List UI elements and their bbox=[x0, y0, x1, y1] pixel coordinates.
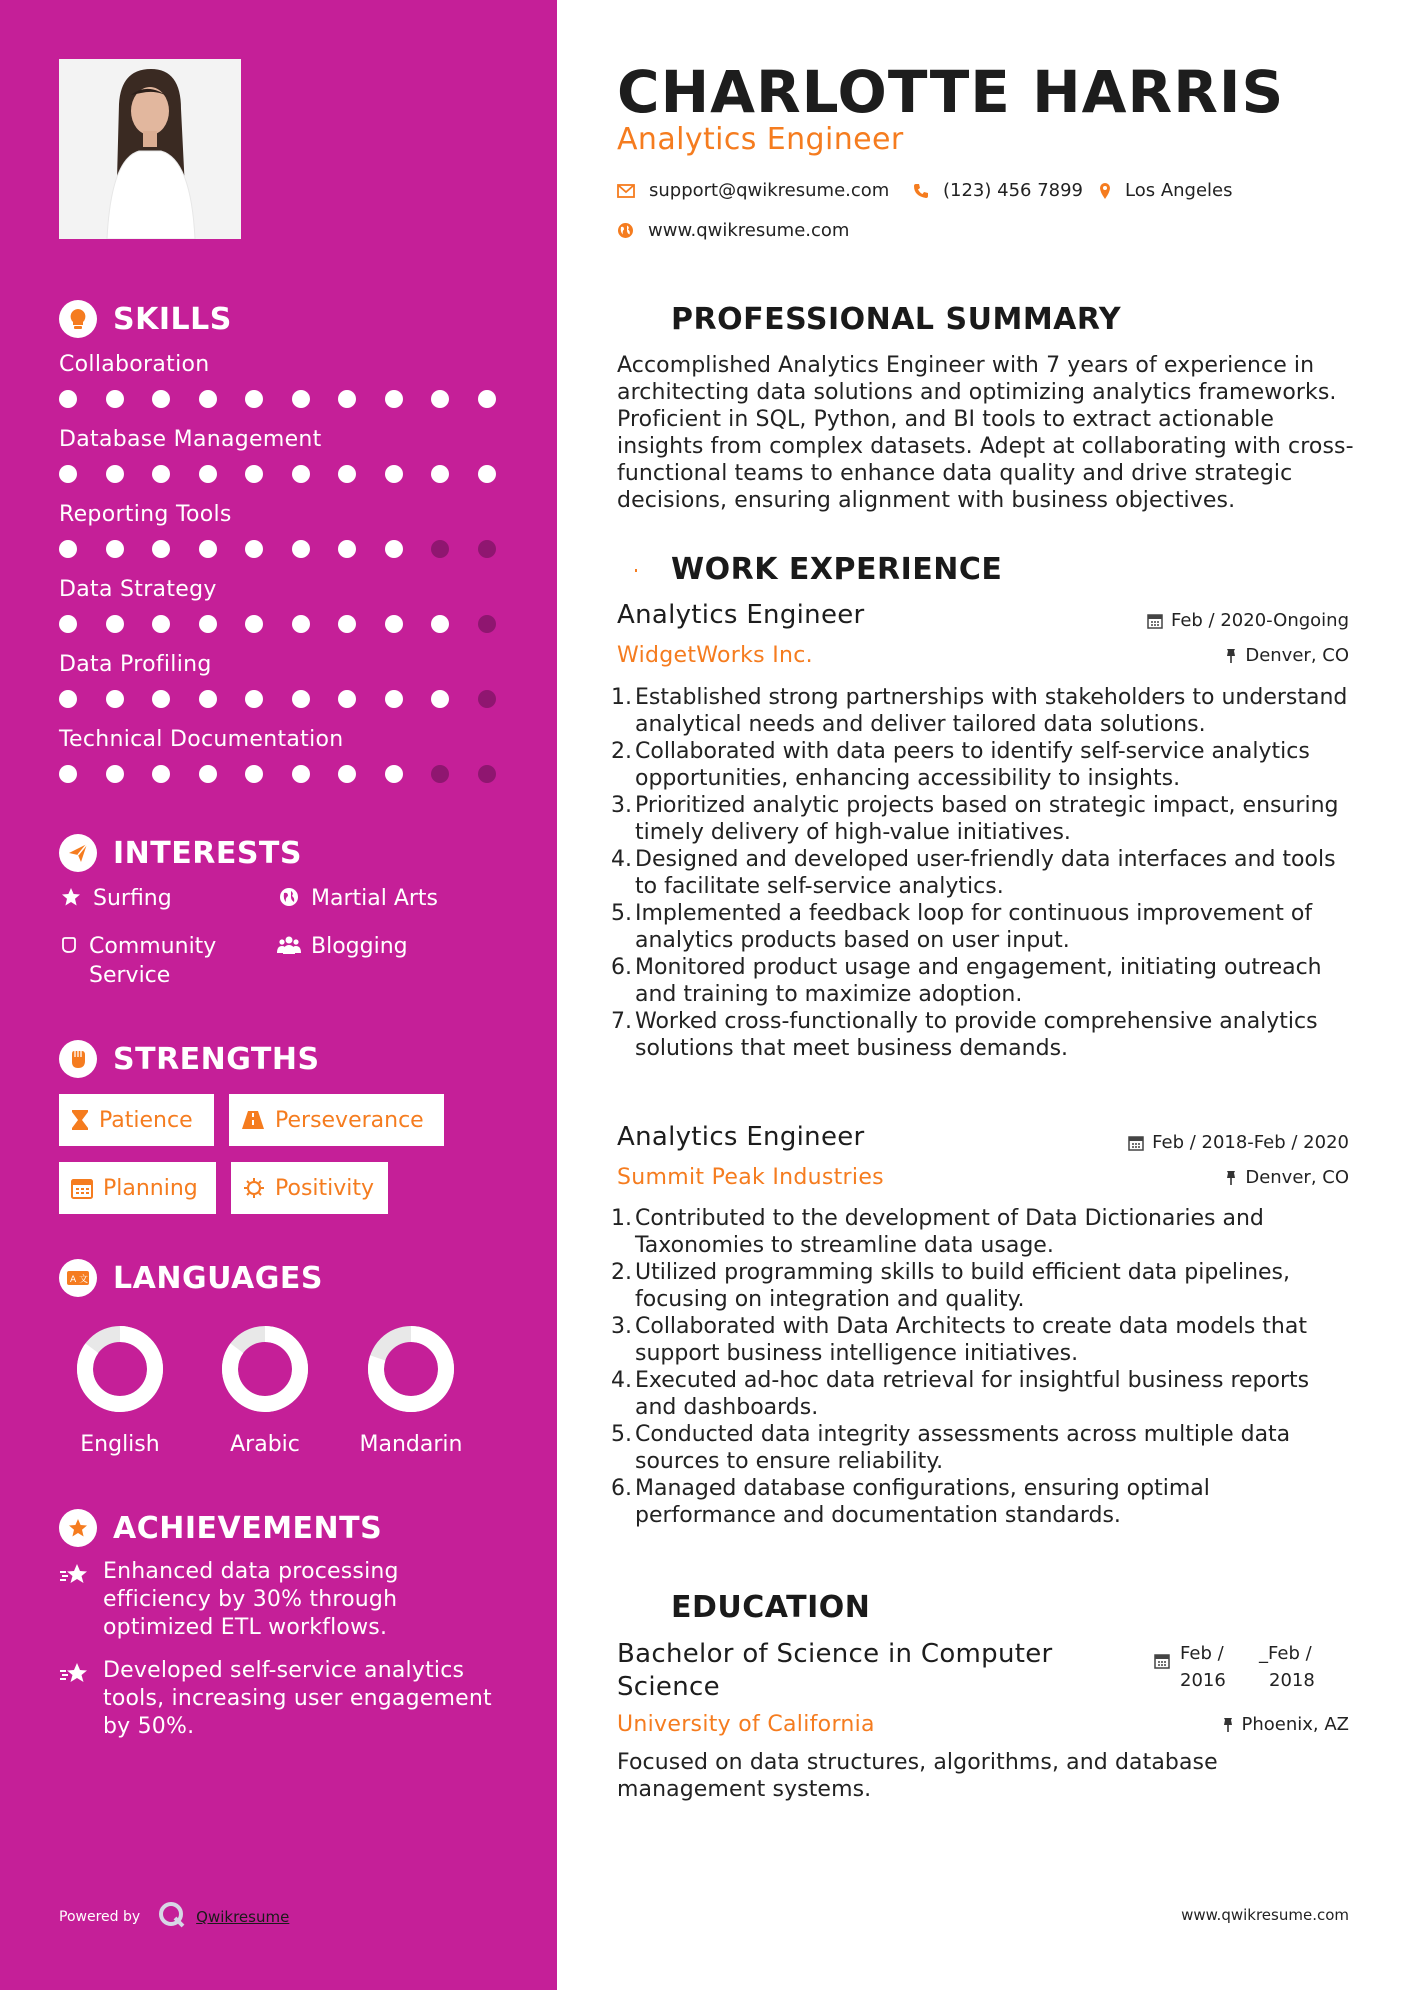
strength-label: Positivity bbox=[275, 1175, 375, 1201]
job-location bbox=[1225, 1167, 1349, 1188]
summary-heading bbox=[617, 300, 1121, 338]
skill-dot bbox=[152, 615, 170, 633]
language-ring bbox=[220, 1324, 310, 1414]
strength-badge bbox=[231, 1162, 388, 1214]
skill-dot bbox=[385, 390, 403, 408]
skill-dot bbox=[152, 540, 170, 558]
globe-icon bbox=[277, 884, 301, 907]
star-badge-icon bbox=[59, 1657, 91, 1691]
skill-dot bbox=[106, 615, 124, 633]
responsibility-item bbox=[611, 900, 1357, 954]
job-company: Summit Peak Industries bbox=[617, 1165, 884, 1190]
skill-dot bbox=[431, 765, 449, 783]
skill-dot bbox=[59, 390, 77, 408]
job-dates bbox=[1147, 610, 1349, 631]
responsibility-text: Collaborated with Data Architects to create data models that support business intelligence initiatives. bbox=[635, 1314, 1307, 1366]
achievement-item bbox=[59, 1657, 499, 1741]
skill-dot bbox=[385, 615, 403, 633]
skill-dot bbox=[245, 540, 263, 558]
skill-name: Data Profiling bbox=[59, 652, 212, 677]
phone-text: (123) 456 7899 bbox=[943, 180, 1084, 201]
powered-by-label: Powered by bbox=[59, 1909, 141, 1925]
edu-start-year: 2016 bbox=[1180, 1670, 1226, 1691]
website-text: www.qwikresume.com bbox=[648, 220, 850, 241]
experience-title: WORK EXPERIENCE bbox=[671, 551, 1003, 587]
responsibility-item bbox=[611, 738, 1357, 792]
interest-item bbox=[277, 884, 438, 913]
road-icon bbox=[241, 1110, 265, 1130]
responsibility-text: Designed and developed user-friendly data interfaces and tools to facilitate self-service analytics. bbox=[635, 847, 1336, 899]
skill-rating bbox=[59, 465, 524, 483]
degree-line: Bachelor of Science in Computer bbox=[617, 1639, 1053, 1669]
job-location-text: Denver, CO bbox=[1245, 645, 1349, 666]
contact-location bbox=[1099, 180, 1233, 201]
interests-title: INTERESTS bbox=[113, 835, 302, 871]
star-badge-icon bbox=[59, 1558, 91, 1592]
item-number: 5. bbox=[611, 1422, 632, 1447]
summary-title: PROFESSIONAL SUMMARY bbox=[671, 301, 1122, 337]
responsibility-item bbox=[611, 1367, 1357, 1421]
profile-photo bbox=[59, 59, 241, 239]
experience-heading bbox=[617, 550, 1002, 588]
svg-text:文: 文 bbox=[79, 1275, 89, 1285]
skills-title: SKILLS bbox=[113, 301, 232, 337]
skill-dot bbox=[245, 765, 263, 783]
interest-label: Blogging bbox=[311, 934, 408, 959]
degree-title bbox=[617, 1638, 1053, 1704]
hourglass-icon bbox=[71, 1109, 89, 1131]
achievement-item bbox=[59, 1558, 499, 1642]
responsibility-text: Managed database configurations, ensuring optimal performance and documentation standards. bbox=[635, 1476, 1210, 1528]
skill-dot bbox=[106, 390, 124, 408]
strength-badge bbox=[59, 1094, 214, 1146]
lightbulb-icon bbox=[59, 300, 97, 338]
languages-heading bbox=[59, 1259, 323, 1297]
languages-title: LANGUAGES bbox=[113, 1260, 323, 1296]
item-number: 1. bbox=[611, 1206, 632, 1231]
contact-website[interactable] bbox=[617, 220, 849, 241]
degree-line: Science bbox=[617, 1672, 720, 1702]
skill-dot bbox=[431, 615, 449, 633]
skill-dot bbox=[59, 540, 77, 558]
skill-name: Collaboration bbox=[59, 352, 210, 377]
responsibility-text: Worked cross-functionally to provide comprehensive analytics solutions that meet business demands. bbox=[635, 1009, 1318, 1061]
skill-dot bbox=[152, 765, 170, 783]
responsibility-text: Utilized programming skills to build efficient data pipelines, focusing on integration and quality. bbox=[635, 1260, 1291, 1312]
skill-rating bbox=[59, 690, 524, 708]
interest-label: Community Service bbox=[89, 934, 217, 988]
qwikresume-link[interactable]: Qwikresume bbox=[196, 1908, 290, 1926]
responsibility-text: Monitored product usage and engagement, initiating outreach and training to maximize adoption. bbox=[635, 955, 1322, 1007]
interest-item bbox=[59, 884, 172, 913]
skill-dot bbox=[152, 390, 170, 408]
responsibility-item bbox=[611, 1008, 1357, 1062]
strength-label: Patience bbox=[99, 1107, 193, 1133]
responsibility-text: Conducted data integrity assessments across multiple data sources to ensure reliability. bbox=[635, 1422, 1291, 1474]
skill-dot bbox=[106, 540, 124, 558]
achievement-text: Enhanced data processing efficiency by 30% through optimized ETL workflows. bbox=[103, 1559, 399, 1640]
item-number: 6. bbox=[611, 1476, 632, 1501]
skill-dot bbox=[292, 465, 310, 483]
item-number: 3. bbox=[611, 1314, 632, 1339]
job-dates bbox=[1128, 1132, 1349, 1153]
education-location-text: Phoenix, AZ bbox=[1241, 1714, 1349, 1735]
skill-dot bbox=[292, 690, 310, 708]
skill-dot bbox=[478, 540, 496, 558]
briefcase-icon bbox=[617, 550, 655, 588]
job-title: Analytics Engineer bbox=[617, 122, 904, 157]
skill-rating bbox=[59, 615, 524, 633]
calendar-icon bbox=[1154, 1653, 1170, 1673]
qwikresume-logo-icon bbox=[158, 1901, 186, 1933]
skill-dot bbox=[385, 540, 403, 558]
svg-text:A: A bbox=[70, 1275, 77, 1285]
skill-dot bbox=[199, 390, 217, 408]
responsibility-item bbox=[611, 1313, 1357, 1367]
skill-dot bbox=[338, 465, 356, 483]
strength-badge bbox=[229, 1094, 444, 1146]
item-number: 4. bbox=[611, 847, 632, 872]
job-dates-text: Feb / 2018-Feb / 2020 bbox=[1152, 1132, 1349, 1153]
skill-dot bbox=[478, 390, 496, 408]
sun-icon bbox=[243, 1177, 265, 1199]
user-icon bbox=[617, 300, 655, 338]
skill-dot bbox=[431, 540, 449, 558]
responsibility-item bbox=[611, 954, 1357, 1008]
strengths-title: STRENGTHS bbox=[113, 1041, 320, 1077]
language-icon bbox=[59, 1259, 97, 1297]
education-start bbox=[1180, 1640, 1226, 1694]
interest-label: Surfing bbox=[93, 886, 172, 911]
education-title: EDUCATION bbox=[671, 1589, 871, 1625]
strength-label: Planning bbox=[103, 1175, 198, 1201]
strength-badge bbox=[59, 1162, 216, 1214]
item-number: 6. bbox=[611, 955, 632, 980]
skill-dot bbox=[199, 690, 217, 708]
job-dates-text: Feb / 2020-Ongoing bbox=[1170, 610, 1349, 631]
skill-dot bbox=[292, 540, 310, 558]
responsibility-text: Implemented a feedback loop for continuous improvement of analytics products based on user input. bbox=[635, 901, 1313, 953]
job-responsibilities bbox=[611, 1205, 1357, 1529]
edu-end-year: 2018 bbox=[1269, 1670, 1315, 1691]
interest-item bbox=[277, 932, 408, 961]
skill-dot bbox=[338, 765, 356, 783]
skill-dot bbox=[385, 690, 403, 708]
skill-dot bbox=[152, 690, 170, 708]
calendar-icon bbox=[71, 1177, 93, 1199]
language-label: Arabic bbox=[230, 1432, 300, 1457]
job-role: Analytics Engineer bbox=[617, 600, 865, 630]
skills-heading bbox=[59, 300, 232, 338]
location-text: Los Angeles bbox=[1125, 180, 1233, 201]
skill-rating bbox=[59, 390, 524, 408]
footer-url[interactable]: www.qwikresume.com bbox=[1181, 1906, 1349, 1924]
language-ring bbox=[366, 1324, 456, 1414]
item-number: 5. bbox=[611, 901, 632, 926]
responsibility-text: Contributed to the development of Data Dictionaries and Taxonomies to streamline data usage. bbox=[635, 1206, 1264, 1258]
responsibility-item bbox=[611, 684, 1357, 738]
skill-dot bbox=[478, 465, 496, 483]
skill-dot bbox=[338, 540, 356, 558]
sidebar bbox=[0, 0, 557, 1990]
achievement-text: Developed self-service analytics tools, increasing user engagement by 50%. bbox=[103, 1658, 492, 1739]
skill-dot bbox=[478, 765, 496, 783]
skill-dot bbox=[245, 615, 263, 633]
language-label: English bbox=[80, 1432, 160, 1457]
responsibility-item bbox=[611, 1421, 1357, 1475]
item-number: 7. bbox=[611, 1009, 632, 1034]
skill-dot bbox=[478, 690, 496, 708]
interest-item bbox=[59, 932, 259, 990]
education-end bbox=[1259, 1640, 1315, 1694]
skill-name: Data Strategy bbox=[59, 577, 217, 602]
pushpin-icon bbox=[1225, 648, 1237, 664]
skill-name: Database Management bbox=[59, 427, 322, 452]
candidate-name: CHARLOTTE HARRIS bbox=[617, 58, 1285, 126]
calendar-icon bbox=[1147, 613, 1163, 629]
language-item bbox=[346, 1324, 476, 1457]
envelope-icon bbox=[617, 184, 635, 198]
achievements-heading bbox=[59, 1509, 382, 1547]
skill-dot bbox=[245, 690, 263, 708]
powered-by bbox=[59, 1901, 289, 1933]
fist-icon bbox=[59, 1040, 97, 1078]
skill-rating bbox=[59, 540, 524, 558]
skill-dot bbox=[199, 465, 217, 483]
skill-dot bbox=[292, 390, 310, 408]
skill-dot bbox=[338, 690, 356, 708]
globe-icon bbox=[617, 222, 634, 239]
job-responsibilities bbox=[611, 684, 1357, 1062]
skill-dot bbox=[106, 765, 124, 783]
skill-name: Reporting Tools bbox=[59, 502, 232, 527]
responsibility-item bbox=[611, 846, 1357, 900]
job-location-text: Denver, CO bbox=[1245, 1167, 1349, 1188]
skill-dot bbox=[431, 465, 449, 483]
users-icon bbox=[277, 932, 301, 955]
education-text: Focused on data structures, algorithms, and database management systems. bbox=[617, 1750, 1218, 1802]
item-number: 2. bbox=[611, 739, 632, 764]
contact-phone[interactable] bbox=[913, 180, 1083, 201]
skill-dot bbox=[106, 690, 124, 708]
skill-dot bbox=[199, 615, 217, 633]
responsibility-text: Established strong partnerships with stakeholders to understand analytical needs and deliver tailored data solutions. bbox=[635, 685, 1348, 737]
language-item bbox=[200, 1324, 330, 1457]
responsibility-item bbox=[611, 1475, 1357, 1529]
item-number: 4. bbox=[611, 1368, 632, 1393]
email-text: support@qwikresume.com bbox=[649, 180, 890, 201]
skill-dot bbox=[245, 465, 263, 483]
skill-rating bbox=[59, 765, 524, 783]
responsibility-text: Executed ad-hoc data retrieval for insightful business reports and dashboards. bbox=[635, 1368, 1310, 1420]
school-name: University of California bbox=[617, 1712, 875, 1737]
responsibility-text: Collaborated with data peers to identify self-service analytics opportunities, enhancing accessibility to insights. bbox=[635, 739, 1310, 791]
hand-icon bbox=[59, 932, 79, 955]
skill-dot bbox=[385, 465, 403, 483]
skill-dot bbox=[385, 765, 403, 783]
skill-dot bbox=[106, 465, 124, 483]
item-number: 3. bbox=[611, 793, 632, 818]
language-item bbox=[55, 1324, 185, 1457]
skill-dot bbox=[338, 615, 356, 633]
strengths-heading bbox=[59, 1040, 320, 1078]
skill-dot bbox=[59, 465, 77, 483]
responsibility-item bbox=[611, 792, 1357, 846]
map-pin-icon bbox=[1099, 182, 1111, 200]
education-location bbox=[1222, 1714, 1350, 1735]
strength-label: Perseverance bbox=[275, 1107, 424, 1133]
interest-label: Martial Arts bbox=[311, 886, 439, 911]
skill-dot bbox=[431, 390, 449, 408]
item-number: 2. bbox=[611, 1260, 632, 1285]
edu-end-month: _Feb / bbox=[1259, 1643, 1312, 1664]
calendar-icon bbox=[1128, 1135, 1144, 1151]
skill-dot bbox=[338, 390, 356, 408]
responsibility-text: Prioritized analytic projects based on strategic impact, ensuring timely delivery of high-value initiatives. bbox=[635, 793, 1339, 845]
summary-text: Accomplished Analytics Engineer with 7 years of experience in architecting data solutions and optimizing analytics frameworks. Proficient in SQL, Python, and BI tools to extract actionable insights from complex datasets. Adept at collaborating with cross-functional teams to enhance data quality and drive strategic decisions, ensuring alignment with business objectives. bbox=[617, 353, 1354, 513]
job-location bbox=[1225, 645, 1349, 666]
edu-start-month: Feb / bbox=[1180, 1643, 1224, 1664]
paper-plane-icon bbox=[59, 834, 97, 872]
language-label: Mandarin bbox=[359, 1432, 463, 1457]
responsibility-item bbox=[611, 1259, 1357, 1313]
star-icon bbox=[59, 884, 83, 907]
interests-heading bbox=[59, 834, 302, 872]
job-role: Analytics Engineer bbox=[617, 1122, 865, 1152]
skill-dot bbox=[245, 390, 263, 408]
skill-dot bbox=[59, 690, 77, 708]
skill-dot bbox=[292, 615, 310, 633]
contact-email[interactable] bbox=[617, 180, 889, 201]
achievements-title: ACHIEVEMENTS bbox=[113, 1510, 383, 1546]
trophy-star-icon bbox=[59, 1509, 97, 1547]
skill-dot bbox=[59, 615, 77, 633]
pushpin-icon bbox=[1222, 1717, 1234, 1733]
graduation-cap-icon bbox=[617, 1588, 655, 1626]
skill-dot bbox=[152, 465, 170, 483]
phone-icon bbox=[913, 183, 929, 199]
job-company: WidgetWorks Inc. bbox=[617, 643, 813, 668]
skill-dot bbox=[199, 540, 217, 558]
skill-name: Technical Documentation bbox=[59, 727, 344, 752]
responsibility-item bbox=[611, 1205, 1357, 1259]
skill-dot bbox=[199, 765, 217, 783]
skill-dot bbox=[478, 615, 496, 633]
skill-dot bbox=[59, 765, 77, 783]
skill-dot bbox=[431, 690, 449, 708]
skill-dot bbox=[292, 765, 310, 783]
pushpin-icon bbox=[1225, 1170, 1237, 1186]
language-ring bbox=[75, 1324, 165, 1414]
education-heading bbox=[617, 1588, 870, 1626]
item-number: 1. bbox=[611, 685, 632, 710]
